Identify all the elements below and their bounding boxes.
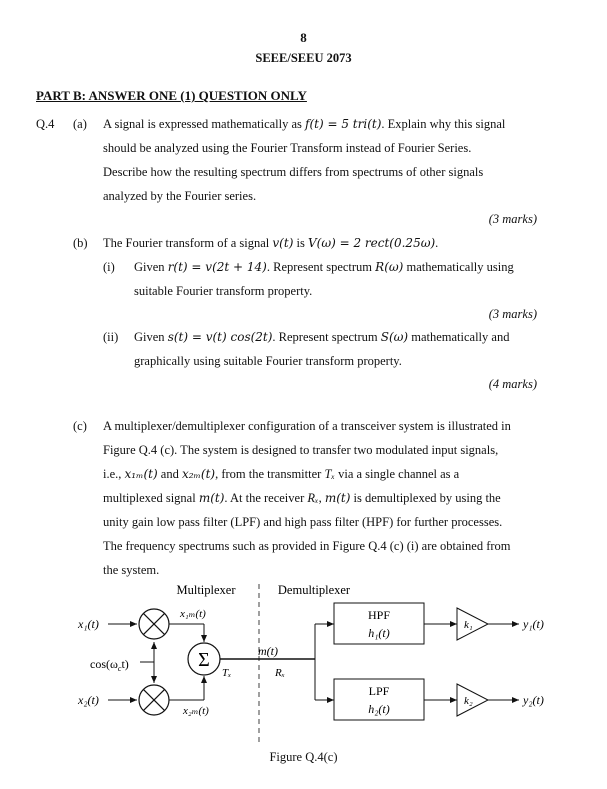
figure-diagram [0, 578, 607, 748]
cos-label: $\cos(\omega_ct)$ [90, 657, 129, 673]
x1-label: x₁(t) [78, 617, 99, 631]
tx-label: Tₓ [222, 667, 232, 679]
x2-label: x₂(t) [78, 693, 99, 707]
part-c-label: (c) [73, 419, 87, 433]
page-number: 8 [300, 30, 307, 45]
demultiplexer-label: Demultiplexer [277, 583, 351, 597]
part-a-label: (a) [73, 117, 87, 131]
part-a-line3: Describe how the resulting spectrum differs from spectrums of other signals [103, 165, 484, 179]
part-c-line5: unity gain low pass filter (LPF) and high pass filter (HPF) for further processes. [103, 515, 503, 529]
multiplexer-label: Multiplexer [176, 583, 236, 597]
part-b-i-label: (i) [103, 260, 115, 274]
lpf-block [334, 679, 424, 720]
part-heading: PART B: ANSWER ONE (1) QUESTION ONLY [36, 88, 307, 103]
h2-label: h₂(t) [368, 702, 390, 716]
x1m-label: x₁ₘ(t) [180, 608, 206, 620]
k1-label: k₁ [464, 619, 473, 631]
part-a-line1: A signal is expressed mathematically as f(t) = 5 tri(t). Explain why this signal [103, 117, 506, 131]
part-c-line2: Figure Q.4 (c). The system is designed to transfer two modulated input signals, [103, 443, 499, 457]
question-number: Q.4 [36, 117, 55, 131]
rx-label: Rₓ [275, 667, 285, 679]
multiplier-1 [139, 609, 169, 639]
part-b-i-line1: Given r(t) = v(2t + 14). Represent spectrum R(ω) mathematically using [134, 260, 514, 274]
multiplier-2 [139, 685, 169, 715]
part-a-line2: should be analyzed using the Fourier Transform instead of Fourier Series. [103, 141, 472, 155]
amplifier-k2 [457, 684, 488, 716]
part-b-ii-line1: Given s(t) = v(t) cos(2t). Represent spectrum S(ω) mathematically and [134, 330, 510, 344]
part-b-ii-label: (ii) [103, 330, 119, 344]
part-c-line1: A multiplexer/demultiplexer configuration of a transceiver system is illustrated in [103, 419, 511, 433]
lpf-label: LPF [368, 684, 390, 698]
part-c-line6: The frequency spectrums such as provided in Figure Q.4 (c) (i) are obtained from [103, 539, 511, 553]
x2m-label: x₂ₘ(t) [183, 705, 209, 717]
part-c-line4: multiplexed signal m(t). At the receiver Rₓ, m(t) is demultiplexed by using the [103, 491, 501, 505]
part-b-label: (b) [73, 236, 88, 250]
part-c-line7: the system. [103, 563, 160, 577]
part-a-line4: analyzed by the Fourier series. [103, 189, 257, 203]
k2-label: k₂ [464, 695, 473, 707]
part-c-line3: i.e., x₁ₘ(t) and x₂ₘ(t), from the transmitter Tₓ via a single channel as a [103, 467, 460, 481]
h1-label: h₁(t) [368, 626, 390, 640]
part-b-i-marks: (3 marks) [488, 307, 537, 321]
hpf-label: HPF [367, 608, 391, 622]
sigma-symbol: Σ [198, 649, 210, 671]
part-b-ii-line2: graphically using suitable Fourier transform property. [134, 354, 402, 368]
y2-label: y₂(t) [523, 693, 544, 707]
amplifier-k1 [457, 608, 488, 640]
exam-code: SEEE/SEEU 2073 [255, 51, 352, 65]
part-b-i-line2: suitable Fourier transform property. [134, 284, 313, 298]
summer [188, 643, 220, 675]
part-a-marks: (3 marks) [488, 212, 537, 226]
y1-label: y₁(t) [523, 617, 544, 631]
hpf-block [334, 603, 424, 644]
part-b-intro: The Fourier transform of a signal v(t) is V(ω) = 2 rect(0.25ω). [103, 236, 439, 250]
figure-caption: Figure Q.4(c) [269, 750, 338, 764]
m-label: m(t) [258, 644, 278, 658]
part-b-ii-marks: (4 marks) [488, 377, 537, 391]
